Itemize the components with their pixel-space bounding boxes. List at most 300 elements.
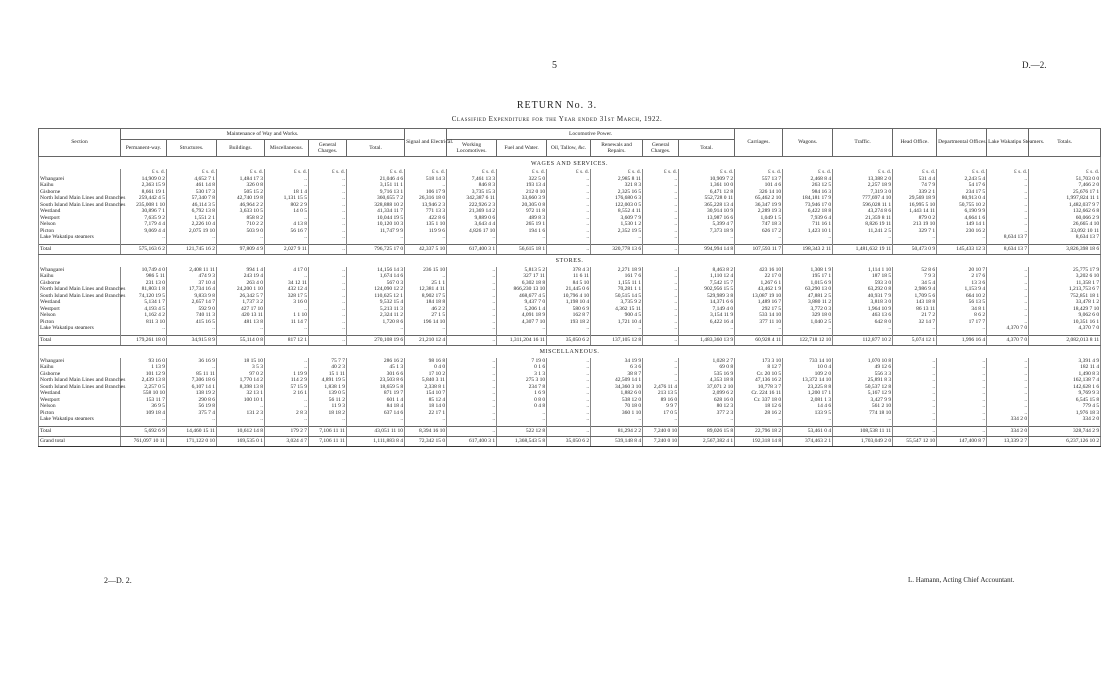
amount-cell: 4,091 18 9 xyxy=(497,312,547,319)
row-label: Kaihu xyxy=(39,182,121,189)
col-renewals: Renewals and Repairs. xyxy=(591,140,643,157)
amount-cell: 423 16 10 xyxy=(735,267,783,274)
amount-cell: .. xyxy=(987,221,1029,228)
amount-cell: .. xyxy=(447,234,497,241)
amount-cell: 301 6 6 xyxy=(347,371,405,378)
amount-cell: .. xyxy=(987,319,1029,326)
amount-cell: 29,569 18 9 xyxy=(893,195,937,202)
col-loco-total: Total. xyxy=(679,140,735,157)
row-label: Grand total xyxy=(39,436,121,446)
amount-cell: 9,532 15 4 xyxy=(347,299,405,306)
amount-cell: .. xyxy=(783,325,833,332)
amount-cell: 54 17 6 xyxy=(937,182,987,189)
amount-cell: 6,792 13 8 xyxy=(167,208,217,215)
amount-cell: 179 2 7 xyxy=(265,426,309,436)
amount-cell: 18 18 2 xyxy=(309,410,347,417)
amount-cell: 50,473 0 9 xyxy=(893,244,937,254)
amount-cell: 617,400 3 1 xyxy=(447,436,497,446)
amount-cell: .. xyxy=(265,358,309,365)
row-label: Whangarei xyxy=(39,267,121,274)
amount-cell: 40 2 3 xyxy=(309,364,347,371)
amount-cell: .. xyxy=(121,325,167,332)
unit-label: £ s. d. xyxy=(265,169,309,176)
amount-cell: 1,114 1 10 xyxy=(833,267,893,274)
amount-cell: 1,976 18 3 xyxy=(1029,410,1101,417)
amount-cell: .. xyxy=(447,293,497,300)
amount-cell: .. xyxy=(547,208,591,215)
amount-cell: 122,003 0 5 xyxy=(591,202,643,209)
amount-cell: 2,363 15 9 xyxy=(121,182,167,189)
amount-cell: 10,612 14 8 xyxy=(217,426,265,436)
amount-cell: .. xyxy=(547,390,591,397)
amount-cell: .. xyxy=(987,410,1029,417)
amount-cell: 25 1 1 xyxy=(405,280,447,287)
amount-cell: 27 1 5 xyxy=(405,312,447,319)
amount-cell: 6,190 9 9 xyxy=(937,208,987,215)
amount-cell: .. xyxy=(265,397,309,404)
amount-cell: 73,946 17 0 xyxy=(783,202,833,209)
amount-cell: 49 12 6 xyxy=(833,364,893,371)
amount-cell: 35,050 6 2 xyxy=(547,436,591,446)
amount-cell: 18,659 5 8 xyxy=(347,384,405,391)
amount-cell: 7,106 11 11 xyxy=(309,426,347,436)
amount-cell: 17 10 2 xyxy=(405,371,447,378)
amount-cell: 231 13 0 xyxy=(121,280,167,287)
unit-label: £ s. d. xyxy=(893,169,937,176)
amount-cell: 97,809 4 9 xyxy=(217,244,265,254)
amount-cell: .. xyxy=(217,325,265,332)
amount-cell: 628 16 0 xyxy=(679,397,735,404)
amount-cell: 234 7 8 xyxy=(497,384,547,391)
amount-cell: 98 16 8 xyxy=(405,358,447,365)
amount-cell: 109 18 4 xyxy=(121,410,167,417)
amount-cell: 7,149 4 0 xyxy=(679,306,735,313)
amount-cell: .. xyxy=(643,280,679,287)
amount-cell: 25,891 8 3 xyxy=(833,377,893,384)
amount-cell: .. xyxy=(987,358,1029,365)
amount-cell: 1 13 9 xyxy=(121,364,167,371)
amount-cell: .. xyxy=(547,228,591,235)
amount-cell: 23,225 8 8 xyxy=(783,384,833,391)
amount-cell: 329 7 1 xyxy=(893,228,937,235)
amount-cell: .. xyxy=(309,267,347,274)
amount-cell: .. xyxy=(547,176,591,183)
amount-cell: 13,946 2 3 xyxy=(405,202,447,209)
amount-cell: 1,720 8 6 xyxy=(347,319,405,326)
amount-cell: 4,370 7 0 xyxy=(1029,325,1101,332)
amount-cell: .. xyxy=(735,234,783,241)
amount-cell: 139 0 5 xyxy=(309,390,347,397)
amount-cell: .. xyxy=(309,416,347,423)
amount-cell: .. xyxy=(447,364,497,371)
amount-cell: 57 15 9 xyxy=(265,384,309,391)
amount-cell: .. xyxy=(987,312,1029,319)
amount-cell: .. xyxy=(547,397,591,404)
amount-cell: 14,909 0 2 xyxy=(121,176,167,183)
amount-cell: 50,537 12 8 xyxy=(833,384,893,391)
amount-cell: 222,926 2 3 xyxy=(447,202,497,209)
amount-cell: .. xyxy=(643,267,679,274)
amount-cell: 879 0 2 xyxy=(893,215,937,222)
amount-cell: 327 17 11 xyxy=(497,273,547,280)
row-label: Picton xyxy=(39,319,121,326)
amount-cell: 10 0 4 xyxy=(783,364,833,371)
col-totals: Totals. xyxy=(1029,129,1101,157)
amount-cell: 596,028 11 1 xyxy=(833,202,893,209)
amount-cell: 1 1 10 xyxy=(265,312,309,319)
amount-cell: 1,423 10 1 xyxy=(783,228,833,235)
amount-cell: .. xyxy=(987,390,1029,397)
amount-cell: .. xyxy=(987,364,1029,371)
amount-cell: 7 9 3 xyxy=(893,273,937,280)
amount-cell: 1,530 1 2 xyxy=(591,221,643,228)
amount-cell: 3 5 3 xyxy=(217,364,265,371)
amount-cell: 176,680 6 3 xyxy=(591,195,643,202)
amount-cell: 6,471 12 8 xyxy=(679,189,735,196)
amount-cell: .. xyxy=(987,195,1029,202)
amount-cell: 243 19 4 xyxy=(217,273,265,280)
amount-cell: 5,813 5 2 xyxy=(497,267,547,274)
col-traffic: Traffic. xyxy=(833,129,893,157)
unit-label: £ s. d. xyxy=(347,169,405,176)
amount-cell: .. xyxy=(309,208,347,215)
amount-cell: 2,243 5 4 xyxy=(937,176,987,183)
amount-cell: 43,274 8 6 xyxy=(833,208,893,215)
amount-cell: .. xyxy=(987,403,1029,410)
amount-cell: 263 12 5 xyxy=(783,182,833,189)
amount-cell: 1,709 5 6 xyxy=(893,293,937,300)
amount-cell: .. xyxy=(547,189,591,196)
amount-cell: 320,778 13 6 xyxy=(591,244,643,254)
unit-label: £ s. d. xyxy=(167,169,217,176)
amount-cell: 121,745 16 2 xyxy=(167,244,217,254)
amount-cell: Cr. 20 10 5 xyxy=(735,371,783,378)
amount-cell: 9,069 4 4 xyxy=(121,228,167,235)
amount-cell: 1,049 1 5 xyxy=(735,215,783,222)
section-heading: MISCELLANEOUS. xyxy=(39,345,1101,358)
amount-cell: 230 16 2 xyxy=(937,228,987,235)
amount-cell: 53,461 0 4 xyxy=(783,426,833,436)
amount-cell: 1,198 10 4 xyxy=(547,299,591,306)
amount-cell: 328,744 2 9 xyxy=(1029,426,1101,436)
document-reference: D.—2. xyxy=(1022,60,1047,70)
amount-cell: 5,692 6 9 xyxy=(121,426,167,436)
amount-cell: 194 1 6 xyxy=(497,228,547,235)
amount-cell: .. xyxy=(309,244,347,254)
amount-cell: 13,987 16 6 xyxy=(679,215,735,222)
amount-cell: 93 16 0 xyxy=(121,358,167,365)
amount-cell: 169,535 0 1 xyxy=(217,436,265,446)
amount-cell: 52 8 6 xyxy=(893,267,937,274)
amount-cell: 263 4 0 xyxy=(217,280,265,287)
amount-cell: 42,337 5 10 xyxy=(405,244,447,254)
amount-cell: 15 1 11 xyxy=(309,371,347,378)
amount-cell: 234 17 5 xyxy=(937,189,987,196)
amount-cell: 8,398 13 8 xyxy=(217,384,265,391)
amount-cell: 179,261 18 0 xyxy=(121,335,167,345)
amount-cell: .. xyxy=(893,410,937,417)
amount-cell: 21,210 12 4 xyxy=(405,335,447,345)
amount-cell: .. xyxy=(643,215,679,222)
amount-cell: 122,718 12 10 xyxy=(783,335,833,345)
amount-cell: 46,964 2 2 xyxy=(217,202,265,209)
amount-cell: 17,734 16 4 xyxy=(167,286,217,293)
amount-cell: .. xyxy=(447,286,497,293)
amount-cell: 2,324 11 2 xyxy=(347,312,405,319)
section-heading: WAGES AND SERVICES. xyxy=(39,157,1101,170)
amount-cell: 7,542 15 7 xyxy=(679,280,735,287)
amount-cell: 489 8 3 xyxy=(497,215,547,222)
amount-cell: 2,985 8 11 xyxy=(591,176,643,183)
amount-cell: 994,994 14 8 xyxy=(679,244,735,254)
unit-label: £ s. d. xyxy=(497,169,547,176)
amount-cell: .. xyxy=(987,299,1029,306)
amount-cell: 4,664 1 6 xyxy=(937,215,987,222)
unit-label: £ s. d. xyxy=(987,169,1029,176)
amount-cell: 23,503 8 6 xyxy=(347,377,405,384)
row-label: Nelson xyxy=(39,403,121,410)
amount-cell: .. xyxy=(643,286,679,293)
amount-cell: 6,545 15 8 xyxy=(1029,397,1101,404)
amount-cell: 25,775 17 9 xyxy=(1029,267,1101,274)
amount-cell: 7,319 3 0 xyxy=(833,189,893,196)
amount-cell: 8,463 8 2 xyxy=(679,267,735,274)
amount-cell: .. xyxy=(987,208,1029,215)
amount-cell: 7,240 0 10 xyxy=(643,436,679,446)
amount-cell: .. xyxy=(937,234,987,241)
amount-cell: 777,697 4 10 xyxy=(833,195,893,202)
amount-cell: .. xyxy=(405,416,447,423)
amount-cell: .. xyxy=(547,364,591,371)
amount-cell: 664 10 2 xyxy=(937,293,987,300)
amount-cell: 16,995 5 10 xyxy=(893,202,937,209)
col-working-locomotives: Working Locomotives. xyxy=(447,140,497,157)
amount-cell: .. xyxy=(447,416,497,423)
unit-label: £ s. d. xyxy=(405,169,447,176)
amount-cell: 26,665 4 10 xyxy=(1029,221,1101,228)
amount-cell: .. xyxy=(783,416,833,423)
row-label: South Island Main Lines and Branches xyxy=(40,292,126,299)
amount-cell: 637 14 6 xyxy=(347,410,405,417)
amount-cell: .. xyxy=(497,416,547,423)
amount-cell: 22,796 18 2 xyxy=(735,426,783,436)
amount-cell: 4 13 8 xyxy=(265,221,309,228)
amount-cell: .. xyxy=(265,325,309,332)
amount-cell: 14 0 5 xyxy=(265,208,309,215)
amount-cell: .. xyxy=(643,335,679,345)
amount-cell: 7,466 2 0 xyxy=(1029,182,1101,189)
amount-cell: 4 17 0 xyxy=(265,267,309,274)
section-heading-row xyxy=(39,254,1101,267)
amount-cell: 761,097 10 11 xyxy=(121,436,167,446)
amount-cell: 30,896 7 1 xyxy=(121,208,167,215)
amount-cell: .. xyxy=(265,182,309,189)
amount-cell: 2,408 11 11 xyxy=(167,267,217,274)
amount-cell: 531 4 4 xyxy=(893,176,937,183)
amount-cell: 101 4 6 xyxy=(735,182,783,189)
amount-cell: 1,213,753 6 7 xyxy=(1029,286,1101,293)
amount-cell: .. xyxy=(347,325,405,332)
amount-cell: 3,735 9 2 xyxy=(591,299,643,306)
amount-cell: 796,725 17 0 xyxy=(347,244,405,254)
amount-cell: 334 2 0 xyxy=(987,416,1029,423)
unit-label: £ s. d. xyxy=(121,169,167,176)
amount-cell: 1,267 6 1 xyxy=(735,280,783,287)
amount-cell: 420 13 11 xyxy=(217,312,265,319)
amount-cell: .. xyxy=(893,426,937,436)
amount-cell: 18,429 7 10 xyxy=(1029,306,1101,313)
amount-cell: 21,046 4 6 xyxy=(347,176,405,183)
amount-cell: 1,028 2 7 xyxy=(679,358,735,365)
amount-cell: .. xyxy=(937,426,987,436)
amount-cell: 153 11 7 xyxy=(121,397,167,404)
amount-cell: 427 17 10 xyxy=(217,306,265,313)
row-label: Gisborne xyxy=(39,189,121,196)
amount-cell: 522 12 8 xyxy=(497,426,547,436)
amount-cell: 3,772 0 3 xyxy=(783,306,833,313)
amount-cell: 902,956 15 5 xyxy=(679,286,735,293)
amount-cell: 601 1 4 xyxy=(347,397,405,404)
amount-cell: 100 10 1 xyxy=(217,397,265,404)
amount-cell: 18 1 4 xyxy=(265,189,309,196)
amount-cell: 72,342 15 0 xyxy=(405,436,447,446)
amount-cell: 124,090 12 2 xyxy=(347,286,405,293)
return-subtitle: Classified Expenditure for the Year ended 31st March, 1922. xyxy=(451,115,663,123)
amount-cell: 468,677 4 5 xyxy=(497,293,547,300)
amount-cell: .. xyxy=(987,202,1029,209)
amount-cell: 972 11 8 xyxy=(497,208,547,215)
amount-cell: 342,387 6 11 xyxy=(447,195,497,202)
amount-cell: 47,136 16 2 xyxy=(735,377,783,384)
unit-label: £ s. d. xyxy=(309,169,347,176)
amount-cell: .. xyxy=(937,390,987,397)
amount-cell: 35,050 6 2 xyxy=(547,335,591,345)
amount-cell: 710 2 2 xyxy=(217,221,265,228)
amount-cell: 56 11 2 xyxy=(309,397,347,404)
amount-cell: .. xyxy=(643,416,679,423)
amount-cell: 539,148 8 4 xyxy=(591,436,643,446)
amount-cell: 10,044 19 5 xyxy=(347,215,405,222)
amount-cell: 161 7 6 xyxy=(591,273,643,280)
amount-cell: .. xyxy=(643,221,679,228)
amount-cell: 10,749 4 0 xyxy=(121,267,167,274)
row-label: North Island Main Lines and Branches xyxy=(40,195,126,201)
row-label: Lake Wakatipu steamers xyxy=(39,416,121,423)
amount-cell: 365,228 13 4 xyxy=(679,202,735,209)
amount-cell: 10,909 7 2 xyxy=(679,176,735,183)
amount-cell: Cr. 224 16 11 xyxy=(735,390,783,397)
col-permanent-way: Permanent-way. xyxy=(121,140,167,157)
amount-cell: .. xyxy=(447,358,497,365)
amount-cell: .. xyxy=(265,403,309,410)
amount-cell: 329 18 0 xyxy=(783,312,833,319)
amount-cell: .. xyxy=(547,182,591,189)
amount-cell: 3,024 4 7 xyxy=(265,436,309,446)
amount-cell: 9 9 7 xyxy=(643,403,679,410)
amount-cell: 101 12 9 xyxy=(121,371,167,378)
amount-cell: 8,634 13 7 xyxy=(987,234,1029,241)
amount-cell: 1,964 10 9 xyxy=(833,306,893,313)
amount-cell: 817 12 1 xyxy=(265,335,309,345)
amount-cell: 415 16 5 xyxy=(167,319,217,326)
amount-cell: 286 16 2 xyxy=(347,358,405,365)
unit-label: £ s. d. xyxy=(833,169,893,176)
amount-cell: .. xyxy=(643,202,679,209)
amount-cell: .. xyxy=(265,176,309,183)
col-general-charges: General Charges. xyxy=(309,140,347,157)
amount-cell: 994 1 4 xyxy=(217,267,265,274)
amount-cell: 617,400 3 1 xyxy=(447,244,497,254)
amount-cell: .. xyxy=(893,397,937,404)
amount-cell: 30,914 10 9 xyxy=(679,208,735,215)
amount-cell: .. xyxy=(643,228,679,235)
amount-cell: 182 11 4 xyxy=(1029,364,1101,371)
amount-cell: 3,202 6 10 xyxy=(1029,273,1101,280)
amount-cell: .. xyxy=(987,293,1029,300)
amount-cell: 556 3 3 xyxy=(833,371,893,378)
amount-cell: 10,796 4 10 xyxy=(547,293,591,300)
amount-cell: 858 8 2 xyxy=(217,215,265,222)
amount-cell: 28 16 2 xyxy=(735,410,783,417)
amount-cell: 7,635 9 2 xyxy=(121,215,167,222)
amount-cell: .. xyxy=(987,397,1029,404)
amount-cell: .. xyxy=(309,228,347,235)
amount-cell: 3,880 11 2 xyxy=(783,299,833,306)
amount-cell: 13,087 19 10 xyxy=(735,293,783,300)
amount-cell: 6,237,126 10 2 xyxy=(1029,436,1101,446)
amount-cell: 747 18 3 xyxy=(735,221,783,228)
amount-cell: 360 1 10 xyxy=(591,410,643,417)
amount-cell: .. xyxy=(643,377,679,384)
row-label: South Island Main Lines and Branches xyxy=(40,201,126,208)
footer-reference: 2—D. 2. xyxy=(104,576,132,585)
amount-cell: 8,394 16 10 xyxy=(405,426,447,436)
amount-cell: 3 16 0 xyxy=(265,299,309,306)
amount-cell: .. xyxy=(643,312,679,319)
amount-cell: 1 19 9 xyxy=(265,371,309,378)
amount-cell: 154 10 7 xyxy=(405,390,447,397)
amount-cell: .. xyxy=(447,319,497,326)
amount-cell: 4,307 7 10 xyxy=(497,319,547,326)
amount-cell: 2,099 6 2 xyxy=(679,390,735,397)
amount-cell: 50,755 10 2 xyxy=(937,202,987,209)
amount-cell: 4,826 17 10 xyxy=(447,228,497,235)
amount-cell: .. xyxy=(987,306,1029,313)
amount-cell: 1,482,037 9 7 xyxy=(1029,202,1101,209)
amount-cell: 846 8 3 xyxy=(447,182,497,189)
row-label: South Island Main Lines and Branches xyxy=(40,383,126,390)
amount-cell: .. xyxy=(643,195,679,202)
amount-cell: .. xyxy=(591,234,643,241)
amount-cell: .. xyxy=(833,325,893,332)
col-carriages: Carriages. xyxy=(735,129,783,157)
amount-cell: .. xyxy=(447,325,497,332)
amount-cell: 108,538 11 11 xyxy=(833,426,893,436)
row-label: Lake Wakatipu steamers xyxy=(39,325,121,332)
amount-cell: 2,027 9 11 xyxy=(265,244,309,254)
amount-cell: 36 16 9 xyxy=(167,358,217,365)
amount-cell: .. xyxy=(167,234,217,241)
amount-cell: 986 5 11 xyxy=(121,273,167,280)
amount-cell: .. xyxy=(987,189,1029,196)
amount-cell: 481 13 8 xyxy=(217,319,265,326)
amount-cell: 25,676 17 1 xyxy=(1029,189,1101,196)
amount-cell: 63,290 13 0 xyxy=(783,286,833,293)
amount-cell: 36 9 5 xyxy=(121,403,167,410)
amount-cell: 97 0 2 xyxy=(217,371,265,378)
amount-cell: 1,110 12 4 xyxy=(679,273,735,280)
amount-cell: 22 17 1 xyxy=(405,410,447,417)
